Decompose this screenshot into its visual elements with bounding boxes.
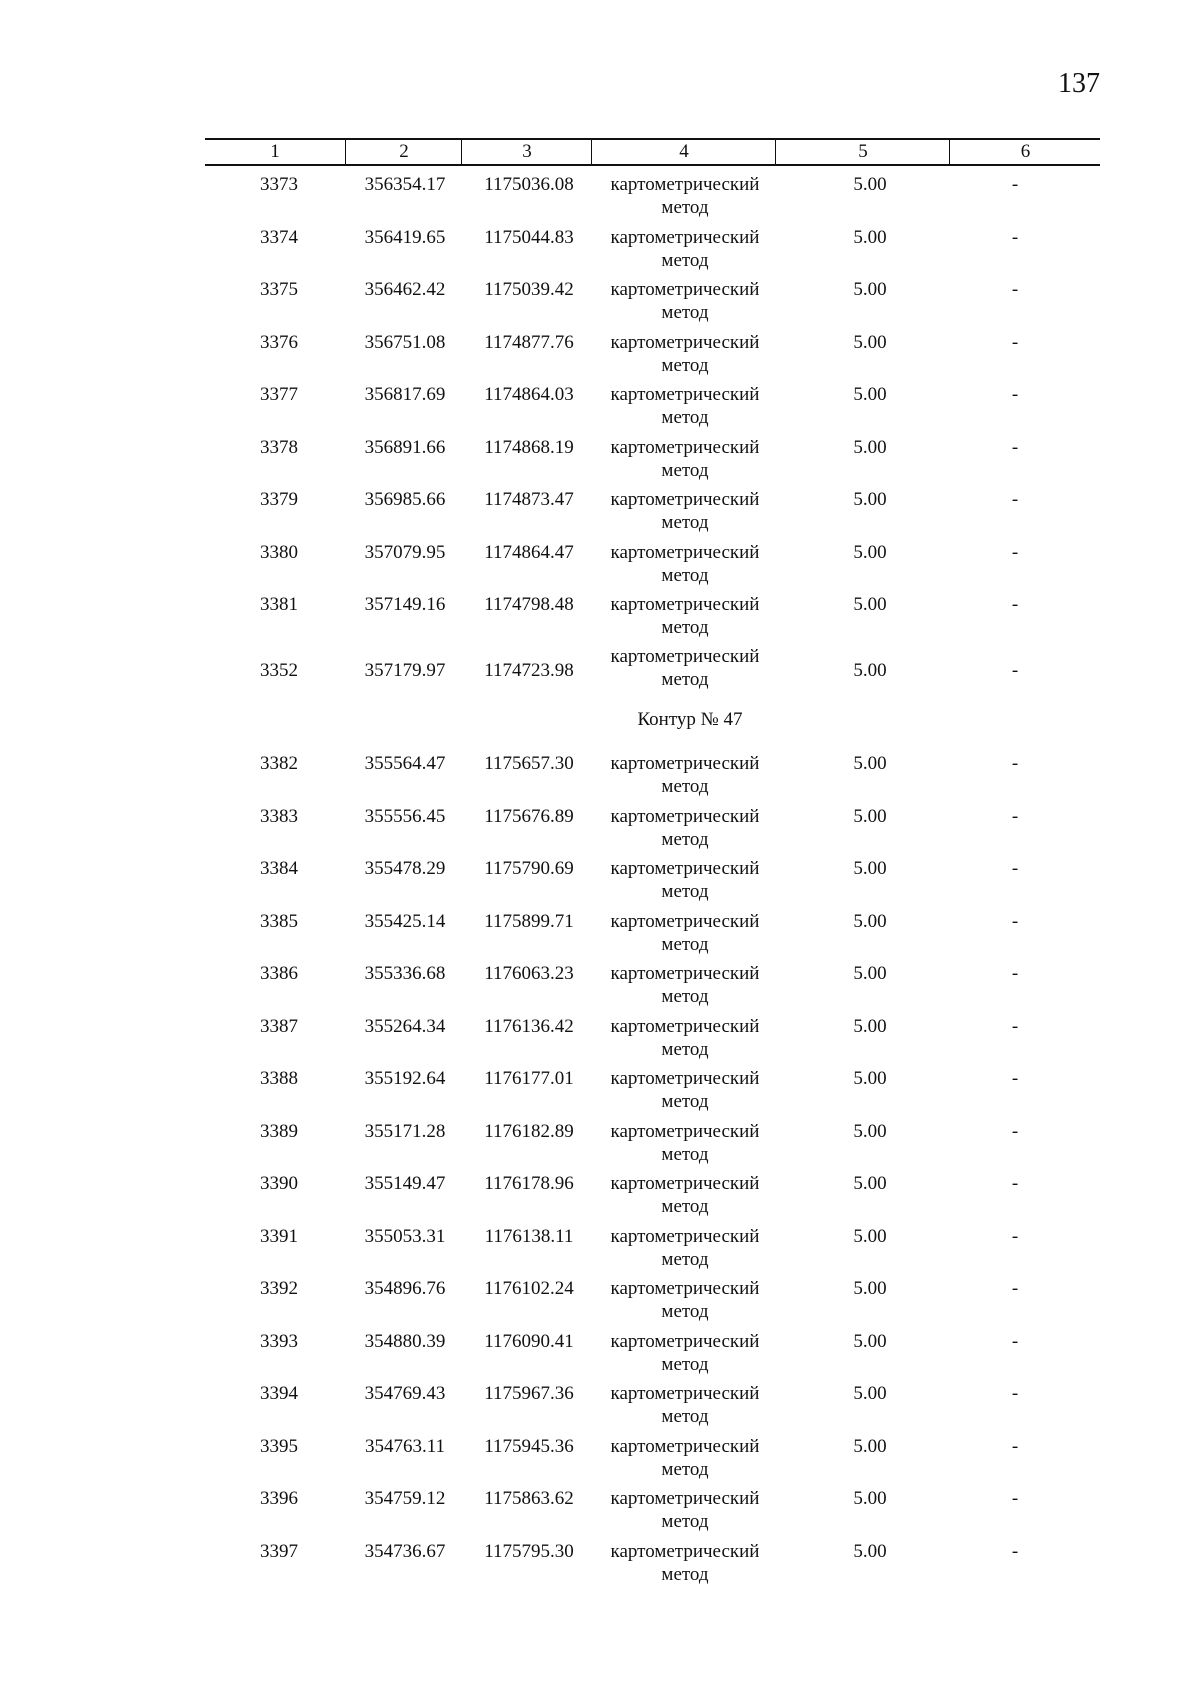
accuracy-value: 5.00 (853, 489, 887, 510)
coordinate-x: 354763.11 (364, 1436, 446, 1457)
column-6-value: - (1011, 1068, 1019, 1089)
coordinate-x: 356419.65 (364, 227, 446, 248)
point-number: 3380 (260, 542, 298, 563)
table-row (0, 910, 1200, 962)
accuracy-value: 5.00 (853, 1173, 887, 1194)
column-6-value: - (1011, 174, 1019, 195)
coordinate-x: 355149.47 (364, 1173, 446, 1194)
accuracy-value: 5.00 (853, 1278, 887, 1299)
method-line-1: картометрический (610, 332, 760, 353)
table-row (0, 1540, 1200, 1592)
accuracy-value: 5.00 (853, 660, 887, 681)
coordinate-x: 356985.66 (364, 489, 446, 510)
method-cell (590, 962, 780, 1008)
point-number: 3383 (260, 806, 298, 827)
method-line-2: метод (661, 1039, 709, 1060)
accuracy-value: 5.00 (853, 963, 887, 984)
method-cell (590, 541, 780, 587)
accuracy-value: 5.00 (853, 1436, 887, 1457)
coordinate-x: 357079.95 (364, 542, 446, 563)
point-number: 3389 (260, 1121, 298, 1142)
method-cell (590, 383, 780, 429)
method-line-2: метод (661, 355, 709, 376)
accuracy-value: 5.00 (853, 1331, 887, 1352)
table-row (0, 962, 1200, 1014)
table-row (0, 436, 1200, 488)
coordinate-y: 1174868.19 (484, 437, 574, 458)
accuracy-value: 5.00 (853, 1016, 887, 1037)
method-cell (590, 1435, 780, 1481)
method-cell (590, 1172, 780, 1218)
point-number: 3377 (260, 384, 298, 405)
method-line-2: метод (661, 512, 709, 533)
method-line-1: картометрический (610, 227, 760, 248)
point-number: 3387 (260, 1016, 298, 1037)
coordinate-y: 1175676.89 (484, 806, 574, 827)
point-number: 3352 (260, 660, 298, 681)
method-line-1: картометрический (610, 911, 760, 932)
table-row (0, 1172, 1200, 1224)
accuracy-value: 5.00 (853, 332, 887, 353)
accuracy-value: 5.00 (853, 1121, 887, 1142)
accuracy-value: 5.00 (853, 594, 887, 615)
table-row (0, 1067, 1200, 1119)
coordinate-x: 354759.12 (364, 1488, 446, 1509)
coordinate-x: 355556.45 (364, 806, 446, 827)
method-line-2: метод (661, 1249, 709, 1270)
method-cell (590, 173, 780, 219)
method-cell (590, 1015, 780, 1061)
accuracy-value: 5.00 (853, 1068, 887, 1089)
method-line-1: картометрический (610, 806, 760, 827)
method-line-1: картометрический (610, 1016, 760, 1037)
header-col-2: 2 (345, 140, 462, 164)
point-number: 3376 (260, 332, 298, 353)
accuracy-value: 5.00 (853, 542, 887, 563)
coordinate-x: 357149.16 (364, 594, 446, 615)
method-line-1: картометрический (610, 1436, 760, 1457)
point-number: 3381 (260, 594, 298, 615)
page-number: 137 (1058, 68, 1100, 99)
method-cell (590, 593, 780, 639)
column-6-value: - (1011, 1016, 1019, 1037)
coordinate-y: 1174877.76 (484, 332, 574, 353)
method-line-2: метод (661, 565, 709, 586)
method-line-1: картометрический (610, 858, 760, 879)
column-6-value: - (1011, 1541, 1019, 1562)
column-6-value: - (1011, 437, 1019, 458)
method-cell (590, 331, 780, 377)
coordinate-y: 1175945.36 (484, 1436, 574, 1457)
method-line-2: метод (661, 617, 709, 638)
coordinate-x: 356817.69 (364, 384, 446, 405)
accuracy-value: 5.00 (853, 806, 887, 827)
column-6-value: - (1011, 384, 1019, 405)
coordinate-y: 1174723.98 (484, 660, 574, 681)
column-6-value: - (1011, 1488, 1019, 1509)
header-col-1: 1 (270, 141, 280, 162)
coordinate-y: 1175967.36 (484, 1383, 574, 1404)
method-line-2: метод (661, 881, 709, 902)
method-cell (590, 805, 780, 851)
method-cell (590, 910, 780, 956)
coordinate-y: 1175036.08 (484, 174, 574, 195)
accuracy-value: 5.00 (853, 227, 887, 248)
table-row (0, 1120, 1200, 1172)
method-line-1: картометрический (610, 1173, 760, 1194)
accuracy-value: 5.00 (853, 858, 887, 879)
method-line-2: метод (661, 934, 709, 955)
method-line-2: метод (661, 986, 709, 1007)
table-row (0, 383, 1200, 435)
table-row (0, 331, 1200, 383)
coordinate-y: 1176138.11 (484, 1226, 574, 1247)
column-6-value: - (1011, 1173, 1019, 1194)
coordinate-y: 1174873.47 (484, 489, 574, 510)
accuracy-value: 5.00 (853, 1488, 887, 1509)
method-line-2: метод (661, 407, 709, 428)
accuracy-value: 5.00 (853, 279, 887, 300)
coordinate-x: 356751.08 (364, 332, 446, 353)
table-row (0, 1382, 1200, 1434)
header-col-4: 4 (591, 140, 776, 164)
coordinate-x: 356891.66 (364, 437, 446, 458)
table-row (0, 593, 1200, 645)
coordinate-y: 1174864.03 (484, 384, 574, 405)
accuracy-value: 5.00 (853, 174, 887, 195)
method-line-2: метод (661, 1459, 709, 1480)
column-6-value: - (1011, 911, 1019, 932)
table-row (0, 278, 1200, 330)
point-number: 3382 (260, 753, 298, 774)
column-6-value: - (1011, 1278, 1019, 1299)
method-cell (590, 226, 780, 272)
point-number: 3393 (260, 1331, 298, 1352)
coordinate-y: 1176178.96 (484, 1173, 574, 1194)
method-line-2: метод (661, 460, 709, 481)
accuracy-value: 5.00 (853, 911, 887, 932)
table-row (0, 173, 1200, 225)
accuracy-value: 5.00 (853, 753, 887, 774)
accuracy-value: 5.00 (853, 1541, 887, 1562)
point-number: 3395 (260, 1436, 298, 1457)
method-cell (590, 1120, 780, 1166)
method-line-1: картометрический (610, 1331, 760, 1352)
method-line-1: картометрический (610, 1383, 760, 1404)
table-row (0, 1225, 1200, 1277)
method-line-1: картометрический (610, 1121, 760, 1142)
point-number: 3375 (260, 279, 298, 300)
header-col-6: 6 (949, 140, 1101, 164)
method-line-1: картометрический (610, 1541, 760, 1562)
method-line-1: картометрический (610, 437, 760, 458)
column-6-value: - (1011, 1436, 1019, 1457)
method-cell (590, 857, 780, 903)
column-6-value: - (1011, 806, 1019, 827)
accuracy-value: 5.00 (853, 384, 887, 405)
column-6-value: - (1011, 227, 1019, 248)
column-6-value: - (1011, 753, 1019, 774)
method-line-2: метод (661, 250, 709, 271)
point-number: 3378 (260, 437, 298, 458)
coordinate-y: 1175039.42 (484, 279, 574, 300)
method-cell (590, 1277, 780, 1323)
coordinate-x: 356462.42 (364, 279, 446, 300)
table-row (0, 226, 1200, 278)
coordinate-y: 1175899.71 (484, 911, 574, 932)
table-row (0, 488, 1200, 540)
method-line-1: картометрический (610, 489, 760, 510)
table-row (0, 541, 1200, 593)
coordinate-x: 355478.29 (364, 858, 446, 879)
table-header (205, 138, 1100, 166)
coordinate-x: 354736.67 (364, 1541, 446, 1562)
point-number: 3385 (260, 911, 298, 932)
table-row (0, 1487, 1200, 1539)
method-cell (590, 436, 780, 482)
method-cell (590, 488, 780, 534)
coordinate-y: 1176136.42 (484, 1016, 574, 1037)
table-row (0, 805, 1200, 857)
point-number: 3394 (260, 1383, 298, 1404)
method-line-2: метод (661, 197, 709, 218)
column-6-value: - (1011, 858, 1019, 879)
method-line-1: картометрический (610, 646, 760, 667)
table-row (0, 1330, 1200, 1382)
method-line-2: метод (661, 1354, 709, 1375)
method-line-2: метод (661, 1144, 709, 1165)
method-line-1: картометрический (610, 542, 760, 563)
method-line-2: метод (661, 829, 709, 850)
coordinate-x: 355425.14 (364, 911, 446, 932)
column-6-value: - (1011, 279, 1019, 300)
method-cell (590, 645, 780, 691)
coordinate-y: 1176102.24 (484, 1278, 574, 1299)
column-6-value: - (1011, 1226, 1019, 1247)
coordinate-x: 355053.31 (364, 1226, 446, 1247)
point-number: 3397 (260, 1541, 298, 1562)
method-line-1: картометрический (610, 384, 760, 405)
method-cell (590, 1067, 780, 1113)
method-cell (590, 1540, 780, 1586)
coordinate-y: 1176177.01 (484, 1068, 574, 1089)
column-6-value: - (1011, 1383, 1019, 1404)
column-6-value: - (1011, 332, 1019, 353)
point-number: 3396 (260, 1488, 298, 1509)
method-cell (590, 278, 780, 324)
coordinate-y: 1175657.30 (484, 753, 574, 774)
coordinate-y: 1176182.89 (484, 1121, 574, 1142)
method-line-2: метод (661, 1091, 709, 1112)
method-cell (590, 1382, 780, 1428)
method-line-1: картометрический (610, 594, 760, 615)
method-cell (590, 752, 780, 798)
method-line-2: метод (661, 302, 709, 323)
point-number: 3374 (260, 227, 298, 248)
header-col-3: 3 (461, 140, 592, 164)
method-line-1: картометрический (610, 1278, 760, 1299)
table-row (0, 1015, 1200, 1067)
method-cell (590, 1330, 780, 1376)
point-number: 3379 (260, 489, 298, 510)
header-col-5: 5 (775, 140, 950, 164)
coordinate-x: 354769.43 (364, 1383, 446, 1404)
table-row (0, 857, 1200, 909)
accuracy-value: 5.00 (853, 437, 887, 458)
table-row (0, 1277, 1200, 1329)
method-line-1: картометрический (610, 174, 760, 195)
method-cell (590, 1225, 780, 1271)
coordinate-y: 1175863.62 (484, 1488, 574, 1509)
column-6-value: - (1011, 542, 1019, 563)
point-number: 3388 (260, 1068, 298, 1089)
method-line-1: картометрический (610, 1226, 760, 1247)
coordinate-y: 1175795.30 (484, 1541, 574, 1562)
method-line-2: метод (661, 1406, 709, 1427)
method-line-2: метод (661, 1564, 709, 1585)
column-6-value: - (1011, 594, 1019, 615)
point-number: 3384 (260, 858, 298, 879)
coordinate-x: 355336.68 (364, 963, 446, 984)
method-line-2: метод (661, 1511, 709, 1532)
coordinate-y: 1176090.41 (484, 1331, 574, 1352)
coordinate-x: 355171.28 (364, 1121, 446, 1142)
coordinate-x: 354880.39 (364, 1331, 446, 1352)
accuracy-value: 5.00 (853, 1226, 887, 1247)
contour-heading: Контур № 47 (637, 709, 743, 730)
table-row (0, 752, 1200, 804)
column-6-value: - (1011, 660, 1019, 681)
point-number: 3392 (260, 1278, 298, 1299)
method-line-1: картометрический (610, 1488, 760, 1509)
coordinate-x: 354896.76 (364, 1278, 446, 1299)
point-number: 3386 (260, 963, 298, 984)
accuracy-value: 5.00 (853, 1383, 887, 1404)
column-6-value: - (1011, 963, 1019, 984)
point-number: 3390 (260, 1173, 298, 1194)
coordinate-x: 355564.47 (364, 753, 446, 774)
method-line-1: картометрический (610, 753, 760, 774)
method-line-1: картометрический (610, 963, 760, 984)
method-cell (590, 1487, 780, 1533)
method-line-2: метод (661, 1301, 709, 1322)
coordinate-y: 1176063.23 (484, 963, 574, 984)
table-row (0, 1435, 1200, 1487)
coordinate-y: 1174864.47 (484, 542, 574, 563)
method-line-2: метод (661, 669, 709, 690)
method-line-2: метод (661, 1196, 709, 1217)
point-number: 3391 (260, 1226, 298, 1247)
method-line-1: картометрический (610, 1068, 760, 1089)
coordinate-x: 355192.64 (364, 1068, 446, 1089)
column-6-value: - (1011, 1121, 1019, 1142)
method-line-1: картометрический (610, 279, 760, 300)
column-6-value: - (1011, 1331, 1019, 1352)
coordinate-x: 357179.97 (364, 660, 446, 681)
coordinate-x: 355264.34 (364, 1016, 446, 1037)
coordinate-y: 1174798.48 (484, 594, 574, 615)
coordinate-y: 1175790.69 (484, 858, 574, 879)
table-row (0, 645, 1200, 697)
column-6-value: - (1011, 489, 1019, 510)
coordinate-y: 1175044.83 (484, 227, 574, 248)
method-line-2: метод (661, 776, 709, 797)
point-number: 3373 (260, 174, 298, 195)
coordinate-x: 356354.17 (364, 174, 446, 195)
